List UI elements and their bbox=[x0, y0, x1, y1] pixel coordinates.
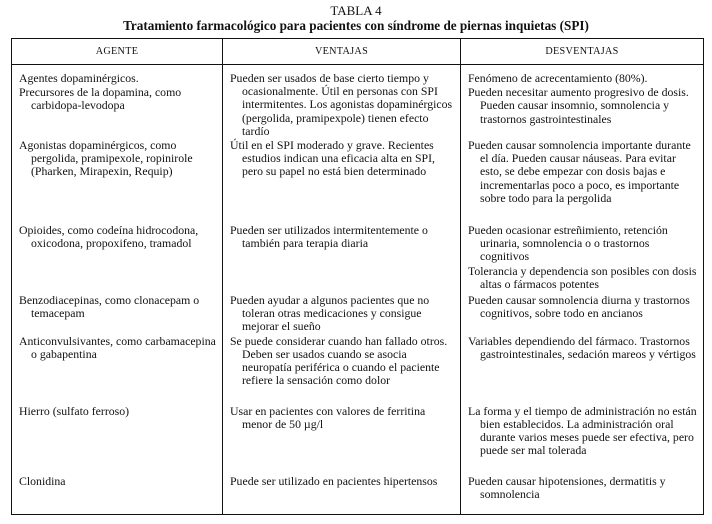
cell-text: Anticonvulsivantes, como carbamacepina o gabapentina bbox=[19, 333, 216, 361]
cell-text: Útil en el SPI moderado y grave. Recientes estudios indican una eficacia alta en SPI, pero su papel no está bien determinado bbox=[230, 138, 435, 179]
cell-text: Puede ser utilizado en pacientes hipertensos bbox=[230, 473, 438, 488]
cell-text: Pueden causar somnolencia importante durante el día. Pueden causar náuseas. Para evitar esto, se debe empezar con dosis bajas e incrementarlas poco a poco, es importante sobre todo para la pergolida bbox=[468, 138, 691, 205]
cell-disadvantages bbox=[461, 65, 704, 140]
table-row bbox=[12, 65, 704, 140]
header-disadvantages: DESVENTAJAS bbox=[461, 39, 704, 65]
cell-advantages bbox=[223, 294, 461, 335]
cell-text: La forma y el tiempo de administración no están bien establecidos. La administración oral durante varios meses puede ser efectiva, pero puede ser mal tolerada bbox=[468, 403, 697, 458]
cell-advantages bbox=[223, 335, 461, 405]
cell-text: Variables dependiendo del fármaco. Trastornos gastrointestinales, sedación mareos y vértigos bbox=[468, 333, 696, 361]
cell-text: Fenómeno de acrecentamiento (80%). bbox=[468, 71, 648, 85]
cell-disadvantages bbox=[461, 405, 704, 475]
header-advantages: VENTAJAS bbox=[223, 39, 461, 65]
cell-disadvantages bbox=[461, 475, 704, 515]
cell-text: Clonidina bbox=[19, 473, 66, 488]
cell-advantages bbox=[223, 475, 461, 515]
cell-agent bbox=[12, 224, 223, 294]
table-row bbox=[12, 139, 704, 224]
cell-text: Pueden causar somnolencia diurna y trastornos cognitivos, sobre todo en ancianos bbox=[468, 293, 690, 321]
header-row bbox=[12, 39, 704, 65]
cell-text: Se puede considerar cuando han fallado otros. Deben ser usados cuando se asocia neuropatía periférica o cuando el paciente refiere la sensación como dolor bbox=[230, 333, 448, 388]
cell-text: Pueden necesitar aumento progresivo de dosis. Pueden causar insomnio, somnolencia y trastornos gastrointestinales bbox=[468, 85, 689, 126]
table-row bbox=[12, 335, 704, 405]
cell-text: Pueden ayudar a algunos pacientes que no toleran otras medicaciones y consigue mejorar el sueño bbox=[230, 293, 430, 334]
cell-text: Pueden ocasionar estreñimiento, retención urinaria, somnolencia o o trastornos cognitivos bbox=[468, 223, 668, 264]
table-label: TABLA 4 bbox=[330, 3, 382, 18]
cell-text: Agentes dopaminérgicos. bbox=[19, 71, 139, 85]
cell-text: Pueden ser utilizados intermitentemente o también para terapia diaria bbox=[230, 223, 428, 251]
table-row bbox=[12, 224, 704, 294]
cell-text: Pueden causar hipotensiones, dermatitis y somnolencia bbox=[468, 473, 666, 501]
cell-text: Precursores de la dopamina, como carbidopa-levodopa bbox=[19, 85, 182, 113]
cell-text: Agonistas dopaminérgicos, como pergolida, pramipexole, ropinirole (Pharken, Mirapexin, Requip) bbox=[19, 138, 193, 179]
cell-advantages bbox=[223, 405, 461, 475]
cell-disadvantages bbox=[461, 224, 704, 294]
cell-text: Benzodiacepinas, como clonacepam o temacepam bbox=[19, 293, 200, 321]
header-agent: AGENTE bbox=[12, 39, 223, 65]
cell-disadvantages bbox=[461, 139, 704, 224]
cell-text: Tolerancia y dependencia son posibles con dosis altas o fármacos potentes bbox=[468, 263, 697, 291]
drug-table bbox=[11, 38, 704, 515]
table-body bbox=[12, 65, 704, 515]
cell-disadvantages bbox=[461, 294, 704, 335]
table-row bbox=[12, 405, 704, 475]
cell-advantages bbox=[223, 139, 461, 224]
cell-disadvantages bbox=[461, 335, 704, 405]
cell-agent bbox=[12, 294, 223, 335]
cell-agent bbox=[12, 405, 223, 475]
table-row bbox=[12, 294, 704, 335]
cell-advantages bbox=[223, 65, 461, 140]
cell-text: Opioides, como codeína hidrocodona, oxicodona, propoxifeno, tramadol bbox=[19, 223, 199, 251]
cell-text: Usar en pacientes con valores de ferritina menor de 50 µg/l bbox=[230, 403, 426, 431]
table-title: Tratamiento farmacológico para pacientes con síndrome de piernas inquietas (SPI) bbox=[123, 18, 589, 33]
table-row bbox=[12, 475, 704, 515]
cell-agent bbox=[12, 139, 223, 224]
cell-text: Hierro (sulfato ferroso) bbox=[19, 403, 130, 418]
cell-advantages bbox=[223, 224, 461, 294]
cell-agent bbox=[12, 475, 223, 515]
cell-text: Pueden ser usados de base cierto tiempo y ocasionalmente. Útil en personas con SPI intermitentes. Los agonistas dopaminérgicos (pergolida, pramipexpole) tienen efecto tardío bbox=[230, 71, 453, 138]
cell-agent bbox=[12, 335, 223, 405]
cell-agent bbox=[12, 65, 223, 140]
